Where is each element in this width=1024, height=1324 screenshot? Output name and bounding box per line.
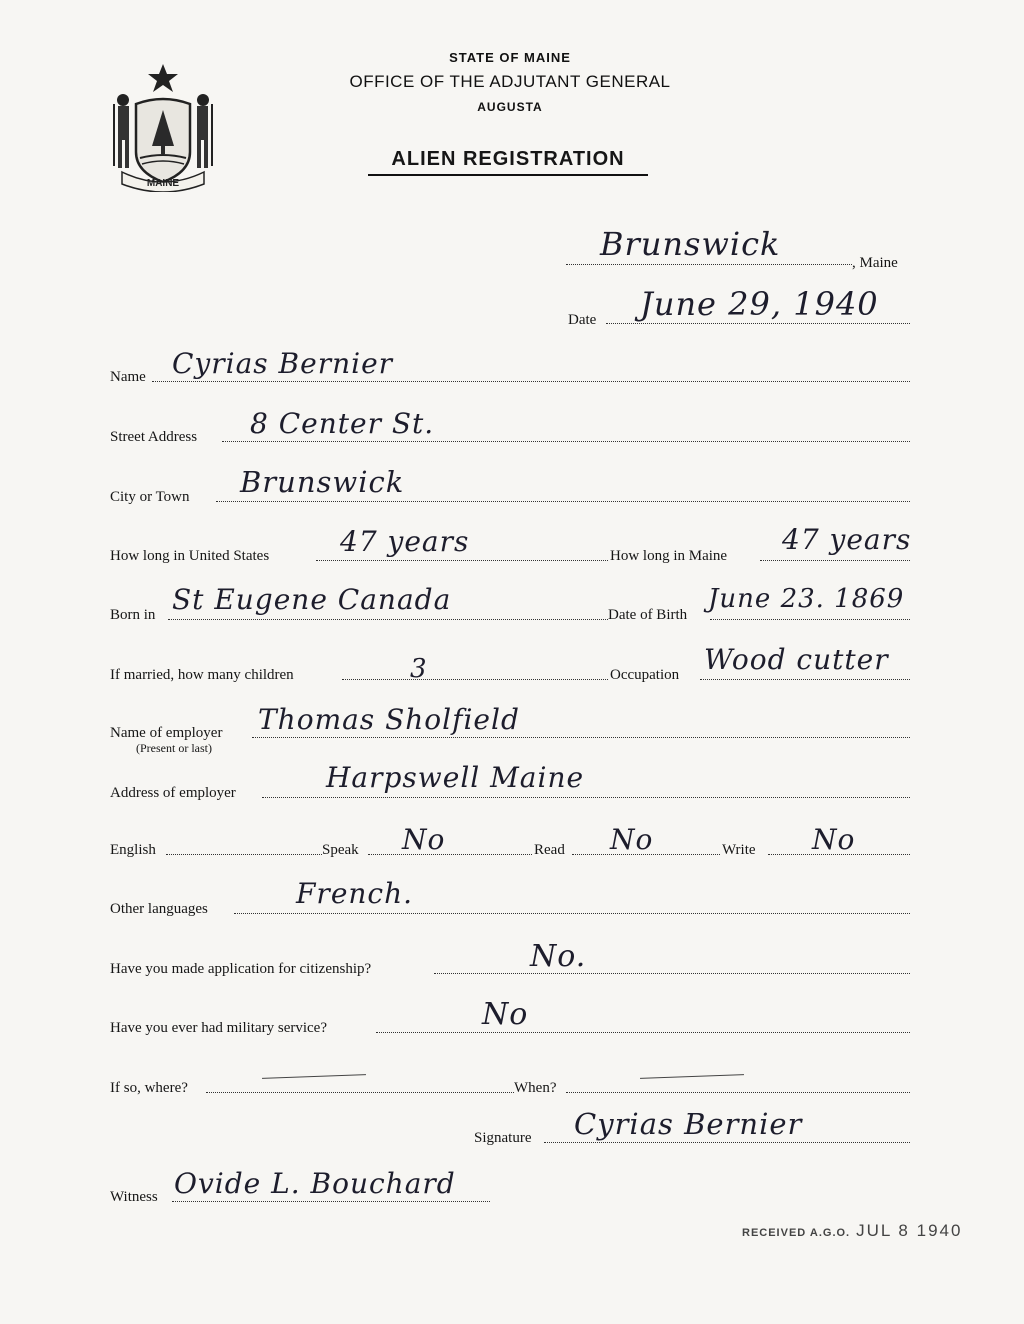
read-label: Read xyxy=(534,842,565,858)
employer-address-label: Address of employer xyxy=(110,785,236,801)
occupation-label: Occupation xyxy=(610,667,680,683)
signature-line xyxy=(544,1142,910,1143)
speak-line xyxy=(368,854,532,855)
employer-value[interactable]: Thomas Sholfield xyxy=(258,703,520,736)
military-value[interactable]: No xyxy=(482,997,529,1032)
when-line xyxy=(566,1092,910,1093)
where-label: If so, where? xyxy=(110,1080,188,1096)
street-label: Street Address xyxy=(110,429,198,445)
city-line xyxy=(216,501,910,502)
when-dash xyxy=(640,1074,744,1079)
state-seal-icon xyxy=(108,60,218,192)
write-label: Write xyxy=(722,842,756,858)
military-label: Have you ever had military service? xyxy=(110,1020,327,1036)
how-long-maine-value[interactable]: 47 years xyxy=(782,523,912,556)
dob-label: Date of Birth xyxy=(608,607,688,623)
occupation-line xyxy=(700,679,910,680)
dob-line xyxy=(710,619,910,620)
date-line xyxy=(606,323,910,324)
employer-label: Name of employer xyxy=(110,725,223,741)
witness-label: Witness xyxy=(110,1189,158,1205)
where-dash xyxy=(262,1074,366,1079)
state-heading: STATE OF MAINE xyxy=(449,50,571,65)
children-label: If married, how many children xyxy=(110,667,294,683)
how-long-maine-label: How long in Maine xyxy=(610,548,728,564)
when-label: When? xyxy=(514,1080,557,1096)
write-value[interactable]: No xyxy=(812,823,856,856)
speak-label: Speak xyxy=(322,842,359,858)
born-in-label: Born in xyxy=(110,607,156,623)
where-line xyxy=(206,1092,514,1093)
employer-note: (Present or last) xyxy=(136,741,212,755)
citizenship-value[interactable]: No. xyxy=(530,939,587,974)
english-line xyxy=(166,854,322,855)
received-stamp-text: RECEIVED A.G.O. xyxy=(742,1227,851,1239)
form-title: ALIEN REGISTRATION xyxy=(368,148,648,176)
how-long-us-value[interactable]: 47 years xyxy=(340,525,470,558)
employer-address-line xyxy=(262,797,910,798)
employer-line xyxy=(252,737,910,738)
city-value[interactable]: Brunswick xyxy=(240,465,405,499)
other-languages-value[interactable]: French. xyxy=(296,877,414,910)
born-in-line xyxy=(168,619,608,620)
other-languages-label: Other languages xyxy=(110,901,208,917)
street-value[interactable]: 8 Center St. xyxy=(250,407,435,440)
how-long-us-line xyxy=(316,560,608,561)
place-value[interactable]: Brunswick xyxy=(600,225,781,263)
name-value[interactable]: Cyrias Bernier xyxy=(172,347,394,380)
office-heading: OFFICE OF THE ADJUTANT GENERAL xyxy=(349,72,671,91)
received-stamp-date: JUL 8 1940 xyxy=(856,1221,963,1240)
received-stamp xyxy=(742,1222,962,1240)
name-label: Name xyxy=(110,369,146,385)
witness-line xyxy=(172,1201,490,1202)
dob-value[interactable]: June 23. 1869 xyxy=(708,584,905,614)
military-line xyxy=(376,1032,910,1033)
children-line xyxy=(342,679,608,680)
citizenship-line xyxy=(434,973,910,974)
speak-value[interactable]: No xyxy=(402,823,446,856)
witness-value[interactable]: Ovide L. Bouchard xyxy=(174,1167,456,1200)
street-line xyxy=(222,441,910,442)
how-long-maine-line xyxy=(760,560,910,561)
maine-label: , Maine xyxy=(852,255,898,271)
occupation-value[interactable]: Wood cutter xyxy=(704,643,889,676)
born-in-value[interactable]: St Eugene Canada xyxy=(172,583,452,616)
signature-label: Signature xyxy=(474,1130,532,1146)
date-value[interactable]: June 29, 1940 xyxy=(640,285,879,323)
children-value[interactable]: 3 xyxy=(410,654,428,684)
date-label: Date xyxy=(568,312,597,328)
signature-value[interactable]: Cyrias Bernier xyxy=(574,1107,803,1141)
other-languages-line xyxy=(234,913,910,914)
how-long-us-label: How long in United States xyxy=(110,548,270,564)
employer-address-value[interactable]: Harpswell Maine xyxy=(326,761,585,794)
seal-banner-text: MAINE xyxy=(146,178,180,189)
name-line xyxy=(152,381,910,382)
city-label: City or Town xyxy=(110,489,190,505)
city-heading: AUGUSTA xyxy=(477,100,543,114)
citizenship-label: Have you made application for citizenship? xyxy=(110,961,372,977)
read-value[interactable]: No xyxy=(610,823,654,856)
english-label: English xyxy=(110,842,156,858)
place-line xyxy=(566,264,852,265)
